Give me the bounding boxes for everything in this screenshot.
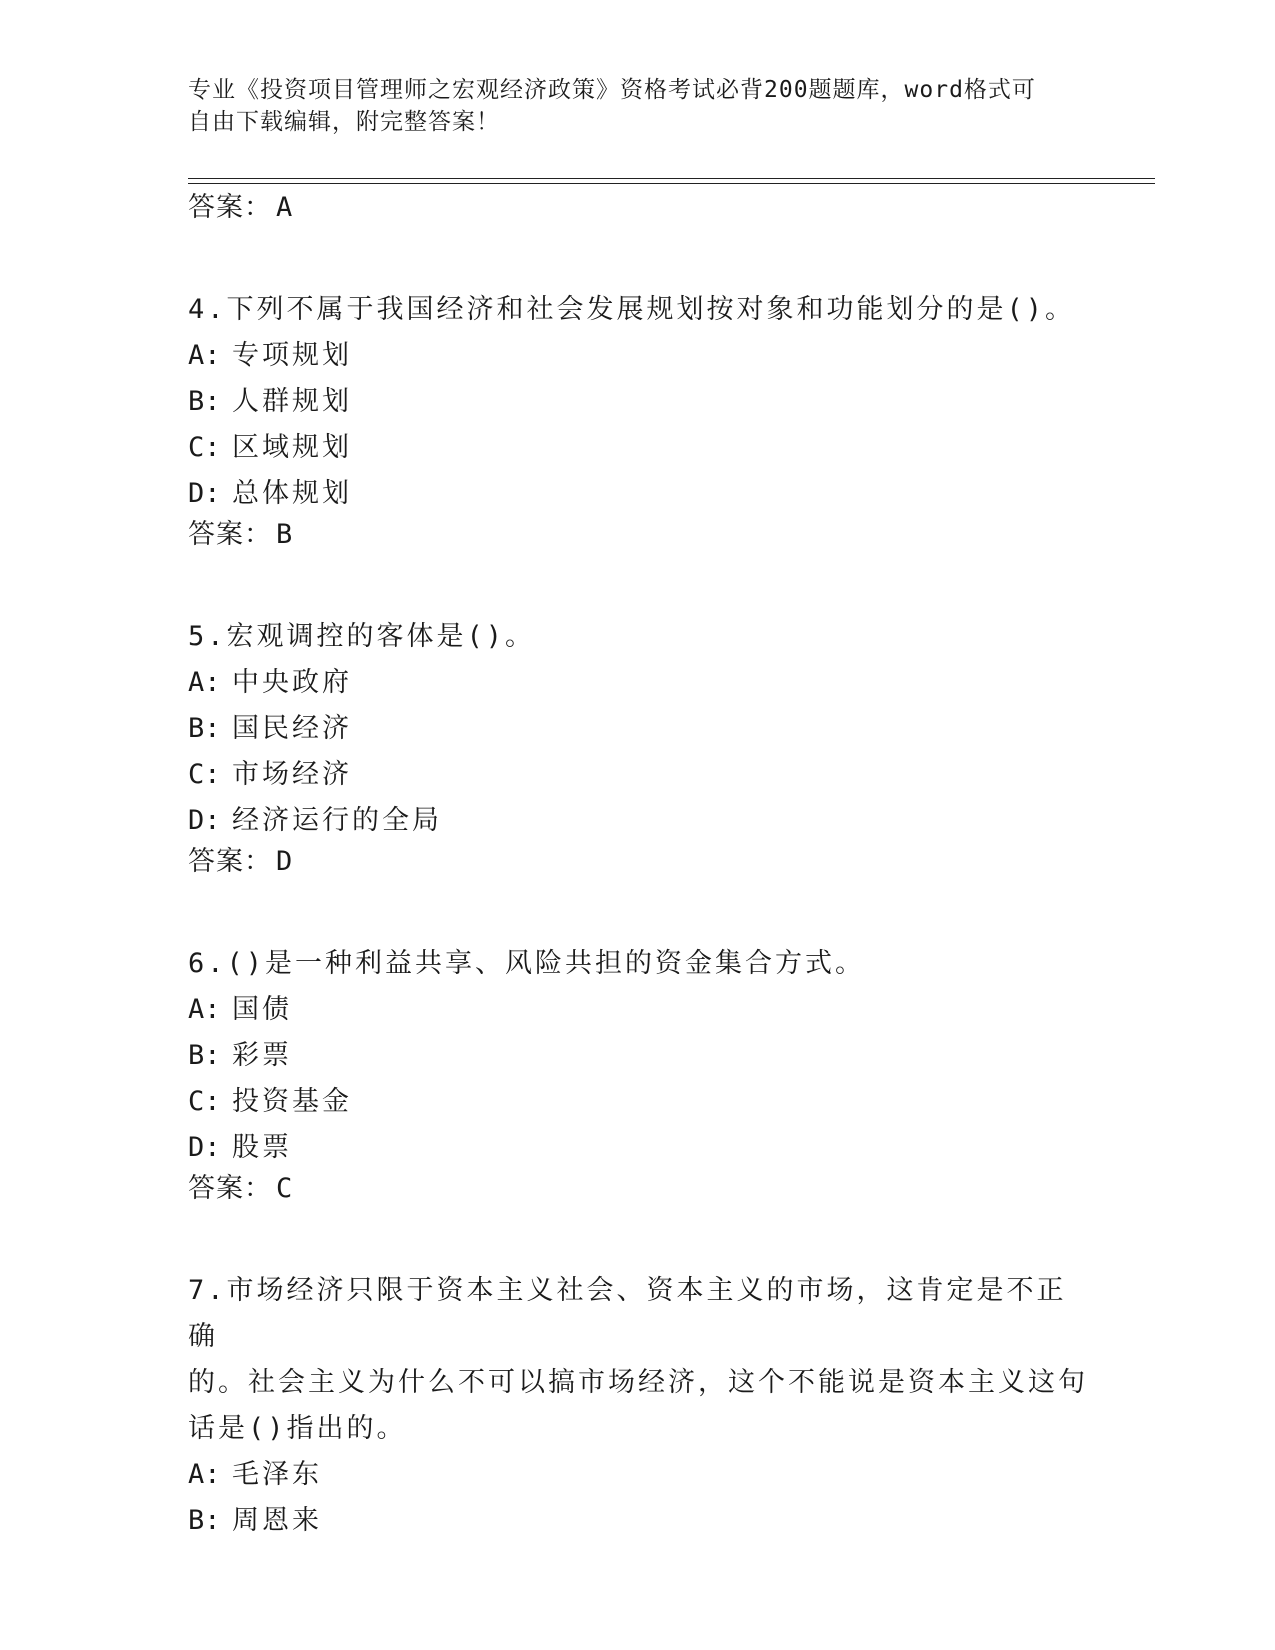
option-letter: B:	[188, 713, 221, 744]
option-letter: C:	[188, 759, 221, 790]
header-title-line-2: 自由下载编辑，附完整答案！	[188, 109, 500, 135]
question-block	[188, 1268, 1088, 1544]
option-letter: D:	[188, 1132, 221, 1163]
option-text: 股票	[232, 1132, 292, 1163]
answer-option	[188, 660, 1088, 706]
header-divider-bottom	[188, 183, 1155, 184]
question-stem-line: 的。社会主义为什么不可以搞市场经济，这个不能说是资本主义这句	[188, 1367, 1088, 1398]
header-title-line-1: 专业《投资项目管理师之宏观经济政策》资格考试必背200题题库，word格式可	[188, 77, 1036, 103]
option-letter: C:	[188, 432, 221, 463]
option-letter: A:	[188, 667, 221, 698]
answer-option	[188, 1498, 1088, 1544]
answer-line	[188, 1171, 1088, 1216]
answer-option	[188, 752, 1088, 798]
answer-value: D	[276, 846, 294, 877]
option-text: 国民经济	[232, 713, 352, 744]
answer-option	[188, 333, 1088, 379]
answer-option	[188, 1033, 1088, 1079]
answer-value: B	[276, 519, 294, 550]
answer-label: 答案：	[188, 519, 272, 550]
question-block	[188, 287, 1088, 562]
option-text: 区域规划	[232, 432, 352, 463]
question-block	[188, 614, 1088, 889]
answer-option	[188, 1452, 1088, 1498]
option-letter: A:	[188, 994, 221, 1025]
document-header	[188, 74, 1088, 138]
option-text: 总体规划	[232, 478, 352, 509]
question-stem-line: 5.宏观调控的客体是()。	[188, 621, 536, 652]
question-block	[188, 941, 1088, 1216]
question-stem	[188, 287, 1088, 333]
question-spacer	[188, 235, 1088, 287]
answer-value: A	[276, 192, 294, 223]
answer-option	[188, 706, 1088, 752]
answer-option	[188, 425, 1088, 471]
option-letter: A:	[188, 340, 221, 371]
answer-label: 答案：	[188, 846, 272, 877]
option-text: 毛泽东	[232, 1459, 322, 1490]
question-stem-line: 话是()指出的。	[188, 1413, 407, 1444]
answer-option	[188, 987, 1088, 1033]
question-stem	[188, 1268, 1088, 1452]
option-text: 人群规划	[232, 386, 352, 417]
option-text: 经济运行的全局	[232, 805, 442, 836]
answer-option	[188, 379, 1088, 425]
question-stem-line: 6.()是一种利益共享、风险共担的资金集合方式。	[188, 948, 866, 979]
option-text: 国债	[232, 994, 292, 1025]
option-letter: B:	[188, 1040, 221, 1071]
option-text: 专项规划	[232, 340, 352, 371]
answer-value: C	[276, 1173, 294, 1204]
question-list	[188, 190, 1088, 1544]
answer-line	[188, 190, 1088, 235]
answer-option	[188, 1079, 1088, 1125]
header-divider-top	[188, 178, 1155, 179]
answer-option	[188, 798, 1088, 844]
option-text: 周恩来	[232, 1505, 322, 1536]
answer-option	[188, 1125, 1088, 1171]
option-text: 市场经济	[232, 759, 352, 790]
question-stem	[188, 614, 1088, 660]
question-stem-line: 4.下列不属于我国经济和社会发展规划按对象和功能划分的是()。	[188, 294, 1076, 325]
option-text: 投资基金	[232, 1086, 352, 1117]
answer-option	[188, 471, 1088, 517]
option-text: 彩票	[232, 1040, 292, 1071]
option-text: 中央政府	[232, 667, 352, 698]
option-letter: C:	[188, 1086, 221, 1117]
question-spacer	[188, 562, 1088, 614]
question-spacer	[188, 889, 1088, 941]
answer-line	[188, 517, 1088, 562]
option-letter: D:	[188, 478, 221, 509]
question-stem-line: 7.市场经济只限于资本主义社会、资本主义的市场，这肯定是不正确	[188, 1275, 1067, 1352]
answer-line	[188, 844, 1088, 889]
question-spacer	[188, 1216, 1088, 1268]
option-letter: D:	[188, 805, 221, 836]
option-letter: A:	[188, 1459, 221, 1490]
answer-label: 答案：	[188, 1173, 272, 1204]
option-letter: B:	[188, 386, 221, 417]
question-stem	[188, 941, 1088, 987]
answer-label: 答案：	[188, 192, 272, 223]
option-letter: B:	[188, 1505, 221, 1536]
